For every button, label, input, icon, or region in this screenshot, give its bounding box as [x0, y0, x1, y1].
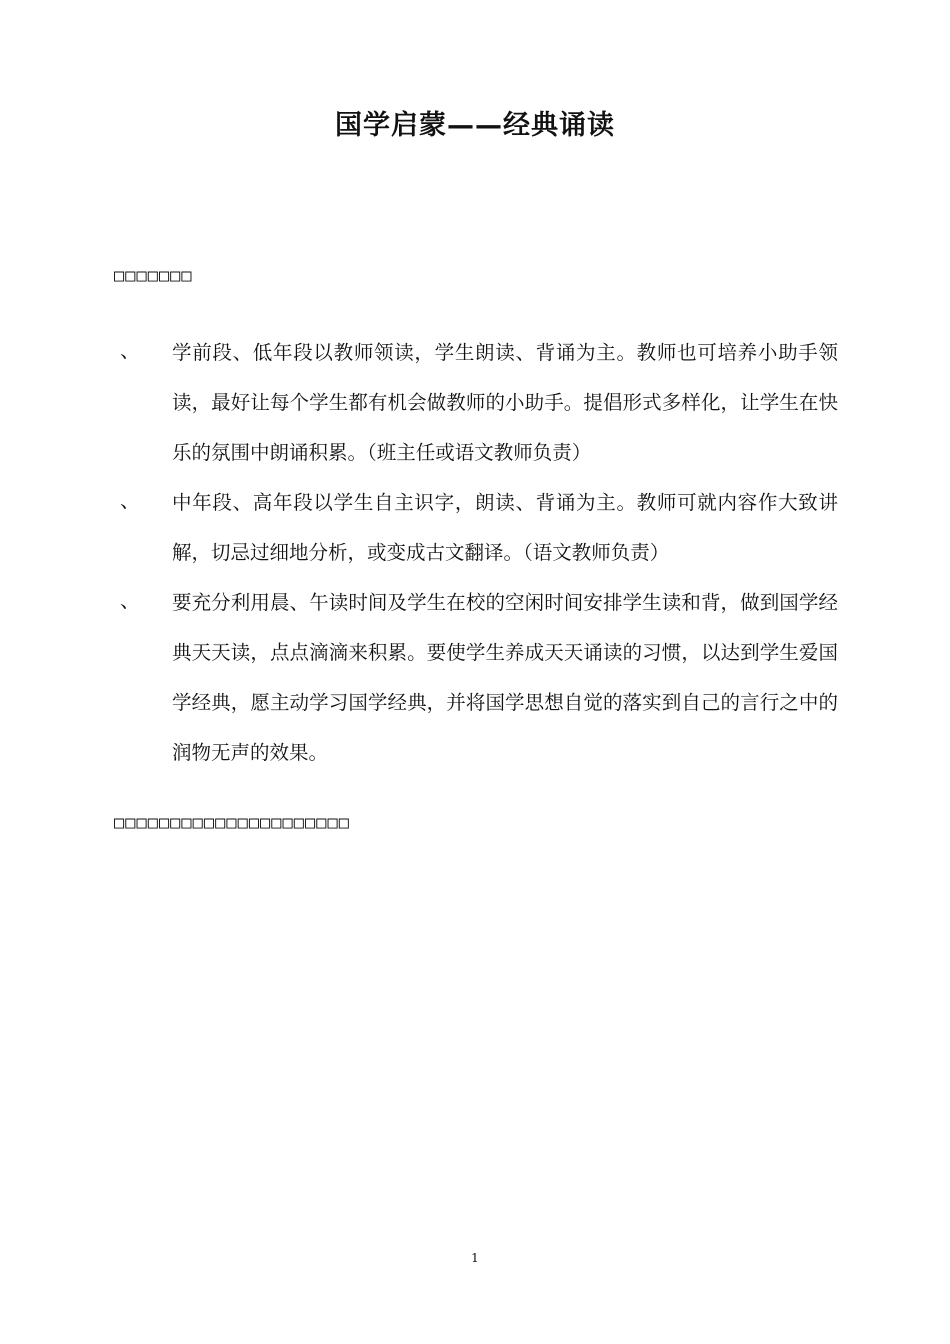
section-heading: □□□□□□□ — [114, 266, 193, 286]
list-bullet: 、 — [120, 338, 140, 362]
list-item-text: 中年段、高年段以学生自主识字，朗读、背诵为主。教师可就内容作大致讲解，切忌过细地分析，或变成古文翻译。（语文教师负责） — [172, 491, 838, 564]
list-bullet: 、 — [120, 588, 140, 612]
list-bullet: 、 — [120, 488, 140, 512]
list-item-text: 学前段、低年段以教师领读，学生朗读、背诵为主。教师也可培养小助手领读，最好让每个学生都有机会做教师的小助手。提倡形式多样化，让学生在快乐的氛围中朗诵积累。（班主任或语文教师负责） — [172, 341, 838, 464]
list-item-text: 要充分利用晨、午读时间及学生在校的空闲时间安排学生读和背，做到国学经典天天读，点点滴滴来积累。要使学生养成天天诵读的习惯，以达到学生爱国学经典，愿主动学习国学经典，并将国学思想自觉的落实到自己的言行之中的润物无声的效果。 — [172, 591, 838, 764]
page-number: 1 — [471, 1251, 479, 1265]
closing-line: □□□□□□□□□□□□□□□□□□□□□ — [114, 813, 350, 833]
page-title: 国学启蒙——经典诵读 — [335, 110, 615, 141]
